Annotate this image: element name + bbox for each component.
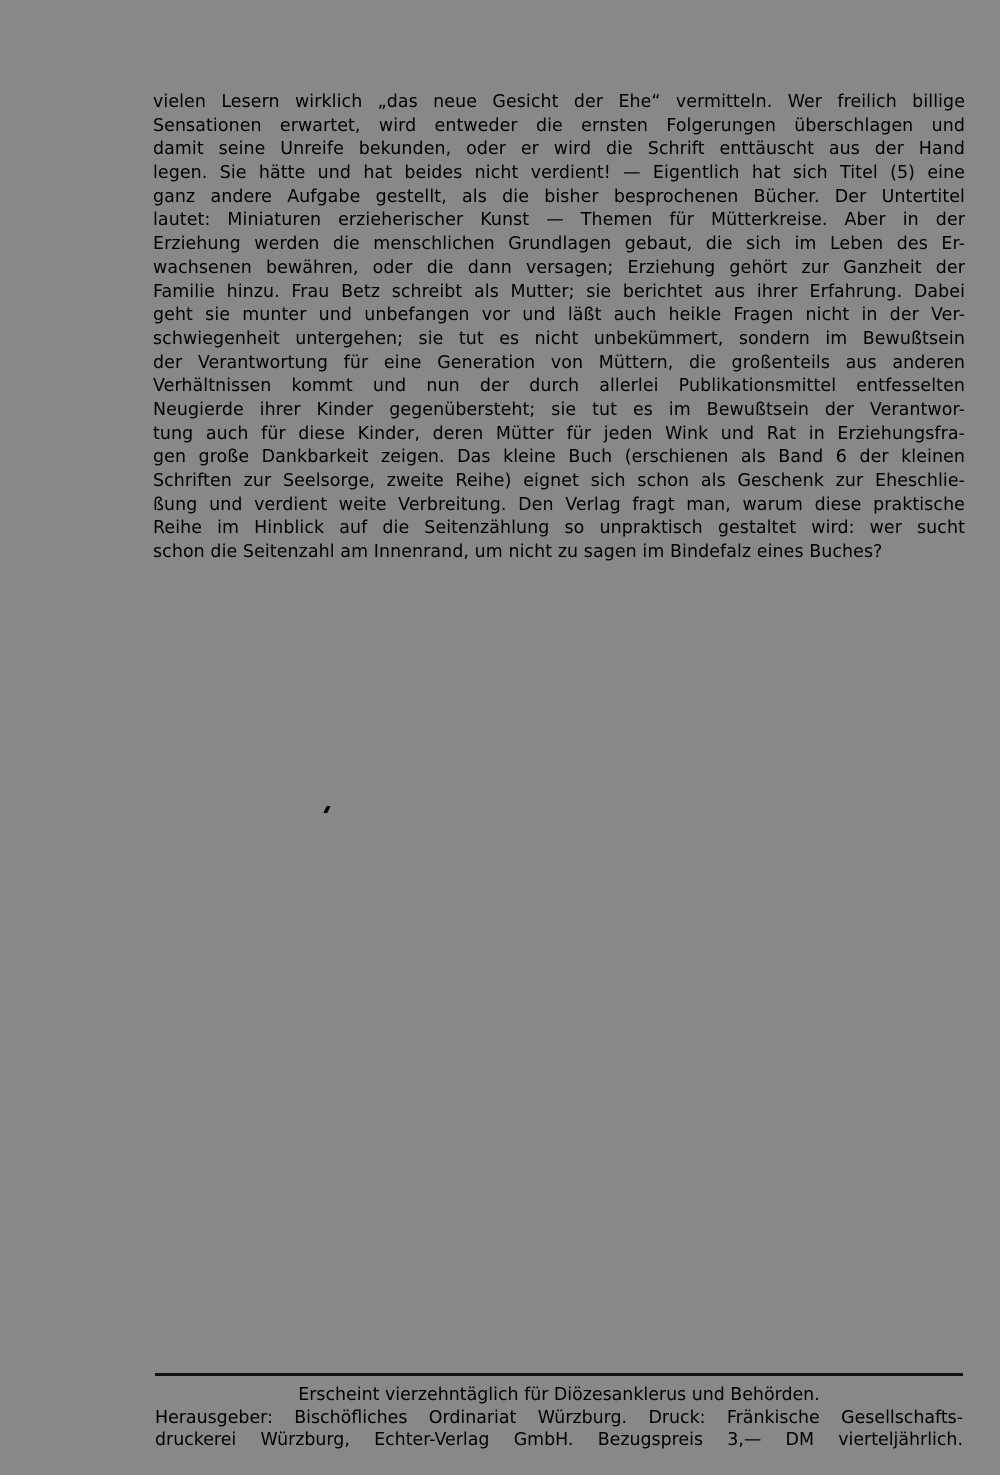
paragraph-line: Erziehung werden die menschlichen Grundlagen gebaut, die sich im Leben des Er- <box>153 234 965 255</box>
paragraph-line: damit seine Unreife bekunden, oder er wird die Schrift enttäuscht aus der Hand <box>153 139 965 160</box>
paragraph-line: tung auch für diese Kinder, deren Mütter für jeden Wink und Rat in Erziehungsfra- <box>153 423 965 444</box>
paragraph-line: schwiegenheit untergehen; sie tut es nicht unbekümmert, sondern im Bewußtsein <box>153 328 965 349</box>
paragraph-line: legen. Sie hätte und hat beides nicht verdient! — Eigentlich hat sich Titel (5) eine <box>153 163 965 184</box>
paragraph-line: Verhältnissen kommt und nun der durch allerlei Publikationsmittel entfesselten <box>153 376 965 397</box>
footer-printer-price: druckerei Würzburg, Echter-Verlag GmbH. Bezugspreis 3,— DM vierteljährlich. <box>155 1430 963 1450</box>
paragraph-line-last: schon die Seitenzahl am Innenrand, um nicht zu sagen im Bindefalz eines Buches? <box>153 542 883 563</box>
stray-ink-mark <box>323 806 330 813</box>
paragraph-line: wachsenen bewähren, oder die dann versagen; Erziehung gehört zur Ganzheit der <box>153 257 965 278</box>
footer-divider <box>155 1373 963 1376</box>
paragraph-line: Familie hinzu. Frau Betz schreibt als Mutter; sie berichtet aus ihrer Erfahrung. Dabei <box>153 281 965 302</box>
paragraph-line: lautet: Miniaturen erzieherischer Kunst — Themen für Mütterkreise. Aber in der <box>153 210 965 231</box>
paragraph-line: Schriften zur Seelsorge, zweite Reihe) eignet sich schon als Geschenk zur Eheschlie- <box>153 471 965 491</box>
paragraph-line: Reihe im Hinblick auf die Seitenzählung so unpraktisch gestaltet wird: wer sucht <box>153 518 965 539</box>
paragraph-line: der Verantwortung für eine Generation von Müttern, die großenteils aus anderen <box>153 352 965 373</box>
footer-frequency: Erscheint vierzehntäglich für Diözesanklerus und Behörden. <box>298 1385 820 1405</box>
paragraph-line: vielen Lesern wirklich „das neue Gesicht der Ehe“ vermitteln. Wer freilich billige <box>153 92 965 112</box>
paragraph-line: Neugierde ihrer Kinder gegenübersteht; sie tut es im Bewußtsein der Verantwor- <box>153 399 965 420</box>
paragraph-line: ganz andere Aufgabe gestellt, als die bisher besprochenen Bücher. Der Untertitel <box>153 186 965 207</box>
paragraph-line: geht sie munter und unbefangen vor und läßt auch heikle Fragen nicht in der Ver- <box>153 305 965 326</box>
footer-publisher: Herausgeber: Bischöfliches Ordinariat Würzburg. Druck: Fränkische Gesellschafts- <box>155 1407 963 1428</box>
paragraph-line: gen große Dankbarkeit zeigen. Das kleine Buch (erschienen als Band 6 der kleinen <box>153 447 965 468</box>
publication-footer <box>155 1384 963 1452</box>
paragraph-line: Sensationen erwartet, wird entweder die ernsten Folgerungen überschlagen und <box>153 115 965 136</box>
review-paragraph <box>153 91 965 565</box>
paragraph-line: ßung und verdient weite Verbreitung. Den Verlag fragt man, warum diese praktische <box>153 494 965 515</box>
